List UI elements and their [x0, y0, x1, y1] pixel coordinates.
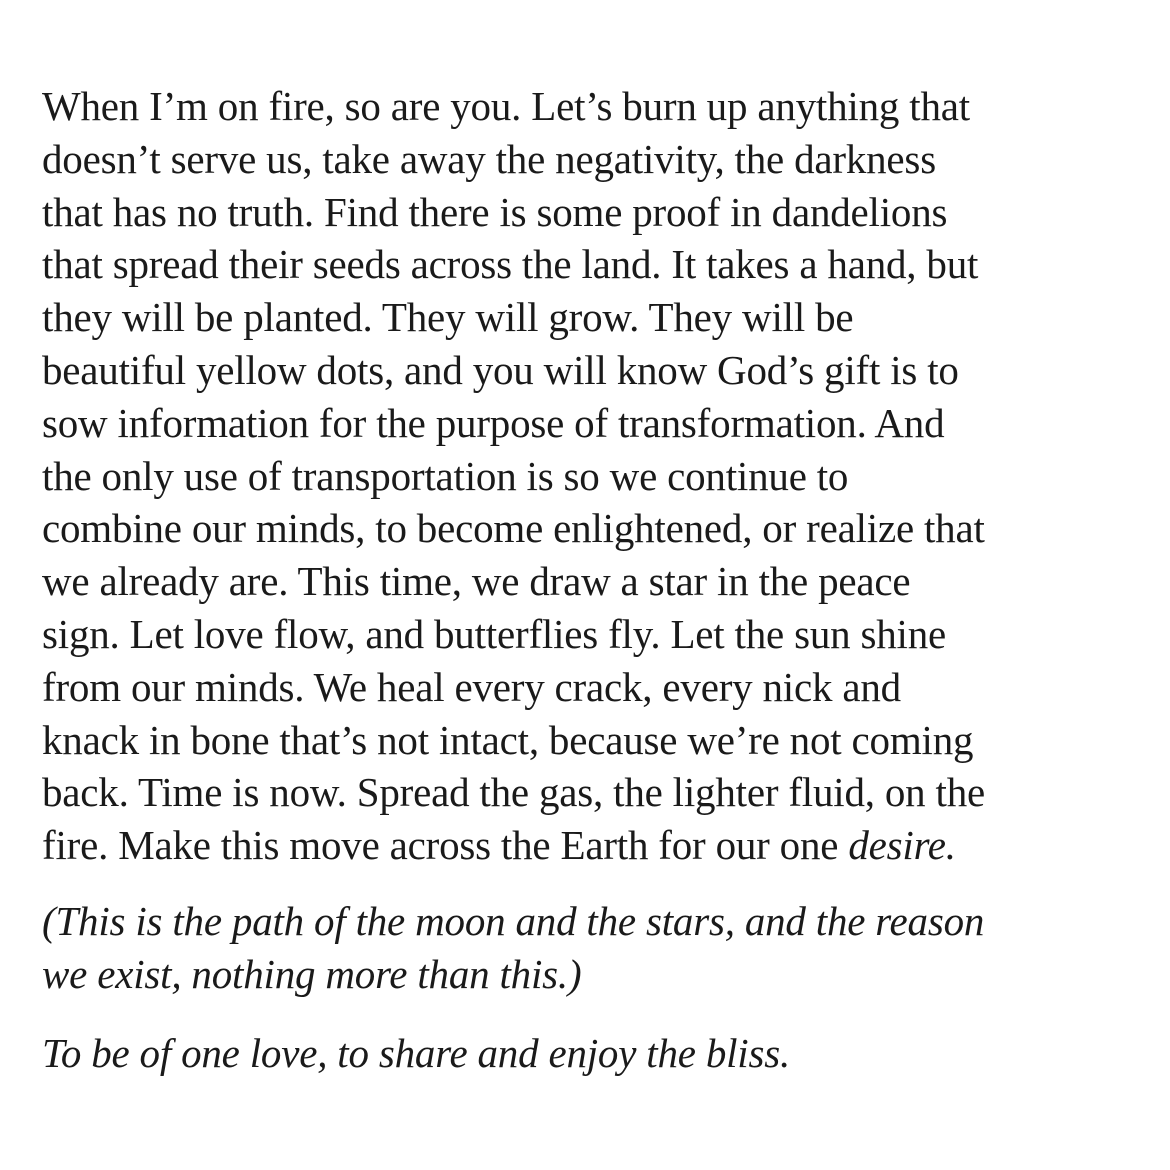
- text-line: the only use of transportation is so we continue to: [42, 452, 849, 499]
- text-line: back. Time is now. Spread the gas, the lighter fluid, on the: [42, 769, 986, 816]
- text-line: they will be planted. They will grow. They will be: [42, 294, 854, 341]
- text-line: we already are. This time, we draw a star in the peace: [42, 558, 911, 605]
- text-line-last: [42, 819, 1142, 872]
- text-line: beautiful yellow dots, and you will know God’s gift is to: [42, 346, 959, 393]
- text-segment: fire. Make this move across the Earth for our one: [42, 822, 849, 869]
- text-line: that spread their seeds across the land. It takes a hand, but: [42, 241, 979, 288]
- aside-line: we exist, nothing more than this.): [42, 950, 582, 997]
- paragraph-gap: [42, 872, 1142, 895]
- text-line: sign. Let love flow, and butterflies fly. Let the sun shine: [42, 610, 947, 657]
- closing-line: To be of one love, to share and enjoy the bliss.: [42, 1029, 791, 1076]
- text-line: from our minds. We heal every crack, every nick and: [42, 663, 901, 710]
- text-line: doesn’t serve us, take away the negativity, the darkness: [42, 135, 936, 182]
- text-line: knack in bone that’s not intact, because we’re not coming: [42, 716, 974, 763]
- paragraph-gap: [42, 1001, 1142, 1027]
- text-line: When I’m on fire, so are you. Let’s burn up anything that: [42, 83, 970, 129]
- aside-line: (This is the path of the moon and the stars, and the reason: [42, 897, 985, 944]
- emphasized-word: desire.: [848, 822, 956, 869]
- text-line: combine our minds, to become enlightened, or realize that: [42, 505, 985, 552]
- text-line: sow information for the purpose of transformation. And: [42, 399, 945, 446]
- text-line: that has no truth. Find there is some proof in dandelions: [42, 188, 948, 235]
- poem-text: [42, 80, 1142, 1079]
